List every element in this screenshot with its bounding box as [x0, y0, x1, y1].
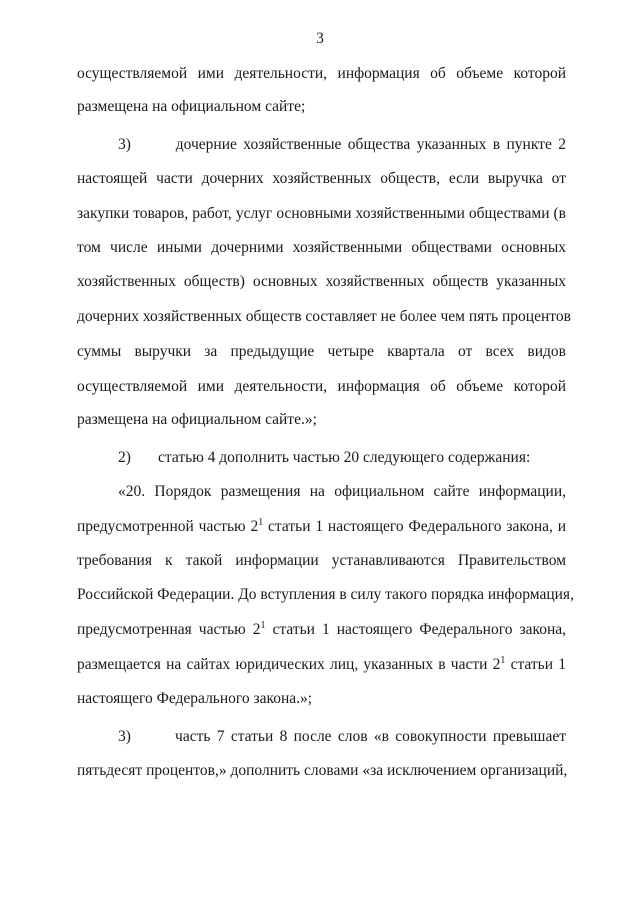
superscript: 1	[500, 655, 506, 666]
text-segment: предусмотренная частью 2	[77, 621, 261, 638]
text-segment: статьи 1	[505, 656, 566, 673]
text-line-with-superscript	[77, 655, 566, 675]
text-segment: статьи 1 настоящего Федерального закона, и	[263, 518, 566, 535]
text-line: осуществляемой ими деятельности, информация об объеме которой	[77, 65, 566, 82]
quote-start-line: «20. Порядок размещения на официальном сайте информации,	[118, 483, 566, 500]
text-line: хозяйственных обществ) основных хозяйственных обществ указанных	[77, 273, 566, 290]
text-line: требования к такой информации устанавливаются Правительством	[77, 552, 566, 569]
text-line: том числе иными дочерними хозяйственными обществами основных	[77, 239, 566, 256]
text-line-with-superscript	[77, 517, 566, 537]
text-line: пятьдесят процентов,» дополнить словами «за исключением организаций,	[77, 762, 568, 779]
text-segment: статьи 1 настоящего Федерального закона,	[265, 621, 566, 638]
list-item-2-line: 2) статью 4 дополнить частью 20 следующего содержания:	[118, 449, 531, 466]
text-segment: предусмотренной частью 2	[77, 518, 259, 535]
text-segment: размещается на сайтах юридических лиц, указанных в части 2	[77, 656, 501, 673]
text-line: дочерних хозяйственных обществ составляет не более чем пять процентов	[77, 308, 571, 325]
list-item-3-line: 3) дочерние хозяйственные общества указанных в пункте 2	[118, 136, 566, 153]
text-line: настоящей части дочерних хозяйственных обществ, если выручка от	[77, 170, 566, 187]
page-number: 3	[316, 30, 324, 47]
text-line: размещена на официальном сайте.»;	[77, 411, 317, 428]
text-line: суммы выручки за предыдущие четыре квартала от всех видов	[77, 343, 566, 360]
text-line: осуществляемой ими деятельности, информация об объеме которой	[77, 378, 566, 395]
list-item-3-line: 3) часть 7 статьи 8 после слов «в совокупности превышает	[118, 728, 566, 745]
text-line: настоящего Федерального закона.»;	[77, 690, 313, 707]
text-line: Российской Федерации. До вступления в силу такого порядка информация,	[77, 586, 574, 603]
text-line: закупки товаров, работ, услуг основными хозяйственными обществами (в	[77, 205, 566, 222]
text-line: размещена на официальном сайте;	[77, 98, 306, 115]
superscript: 1	[260, 620, 266, 631]
superscript: 1	[258, 517, 264, 528]
text-line-with-superscript	[77, 620, 566, 640]
